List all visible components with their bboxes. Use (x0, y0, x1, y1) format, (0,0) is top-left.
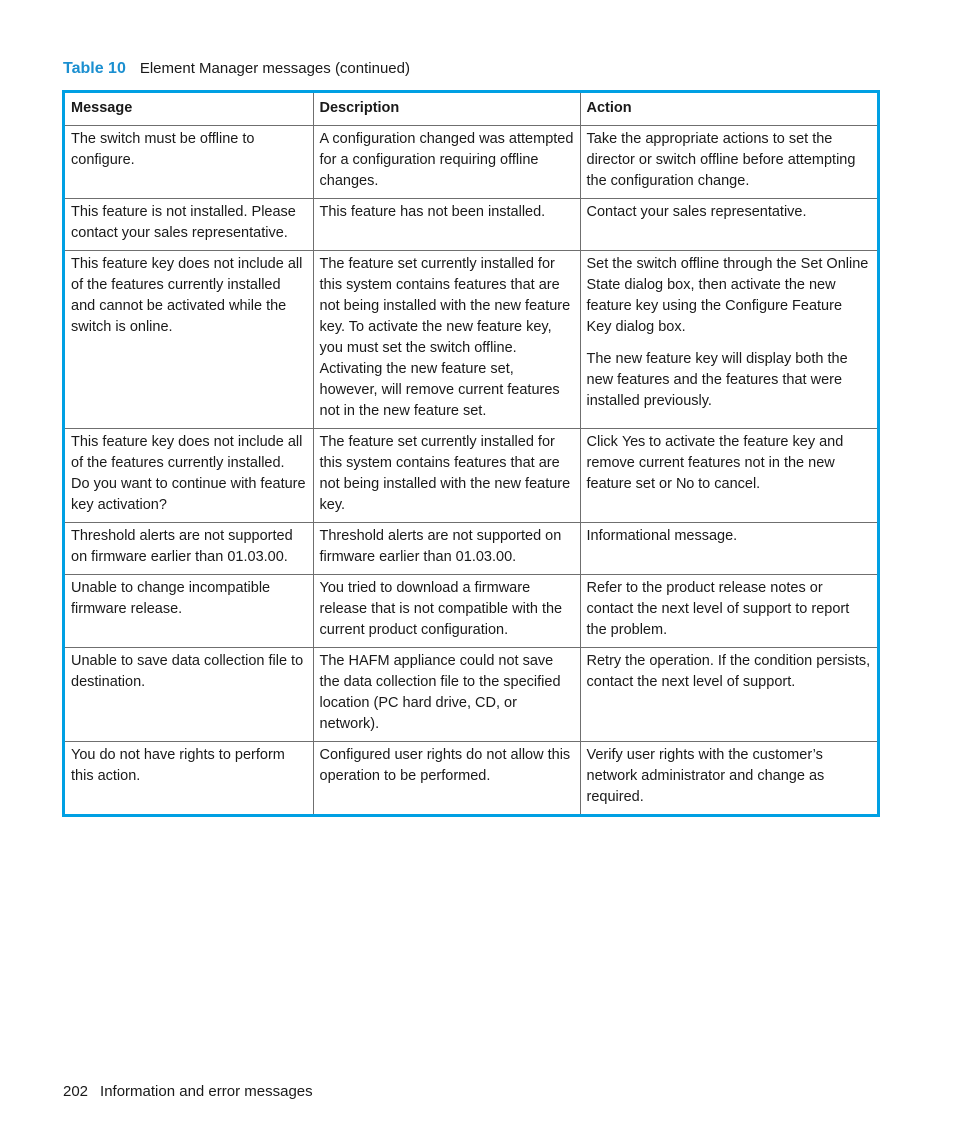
description-cell: Threshold alerts are not supported on firmware earlier than 01.03.00. (313, 523, 580, 575)
table-row (65, 429, 877, 523)
table-row (65, 648, 877, 742)
section-title: Information and error messages (100, 1083, 313, 1100)
table-title: Element Manager messages (continued) (139, 60, 410, 77)
description-cell: You tried to download a firmware release that is not compatible with the current product configuration. (313, 575, 580, 648)
no-keyword: No (675, 476, 695, 492)
description-cell: The feature set currently installed for this system contains features that are not being installed with the new feature key. (313, 429, 580, 523)
action-text: Retry the operation. If the condition persists, contact the next level of support. (586, 653, 871, 690)
table-row (65, 251, 877, 429)
action-text: Set the switch offline through the Set Online State dialog box, then activate the new feature key using the Configure Feature Key dialog box. (586, 256, 869, 335)
action-text: Verify user rights with the customer’s network administrator and change as required. (586, 747, 825, 805)
action-text: Take the appropriate actions to set the director or switch offline before attempting the configuration change. (586, 131, 856, 189)
table-header-row (65, 93, 877, 126)
table-row (65, 126, 877, 199)
page-footer (63, 1082, 313, 1102)
table-number: Table 10 (63, 60, 126, 77)
action-cell (580, 126, 877, 199)
messages-table-grid (65, 93, 877, 814)
message-cell: The switch must be offline to configure. (65, 126, 313, 199)
action-cell (580, 648, 877, 742)
description-cell: This feature has not been installed. (313, 199, 580, 251)
action-cell (580, 575, 877, 648)
action-cell (580, 429, 877, 523)
action-text: Informational message. (586, 528, 738, 544)
description-cell: Configured user rights do not allow this operation to be performed. (313, 742, 580, 815)
table-row (65, 199, 877, 251)
description-cell: A configuration changed was attempted for a configuration requiring offline changes. (313, 126, 580, 199)
action-text: Contact your sales representative. (586, 204, 807, 220)
messages-table (62, 90, 880, 817)
action-cell (580, 742, 877, 815)
action-cell (580, 199, 877, 251)
table-caption (63, 59, 410, 79)
message-cell: Unable to change incompatible firmware release. (65, 575, 313, 648)
action-text: Refer to the product release notes or contact the next level of support to report the problem. (586, 580, 850, 638)
description-cell: The feature set currently installed for this system contains features that are not being installed with the new feature key. To activate the new feature key, you must set the switch offline. Activating the new feature set, however, will remove current features not in the new feature set. (313, 251, 580, 429)
message-cell: This feature key does not include all of the features currently installed and cannot be activated while the switch is online. (65, 251, 313, 429)
action-text-part: Click (586, 434, 622, 450)
action-cell (580, 523, 877, 575)
action-text: The new feature key will display both the new features and the features that were installed previously. (586, 351, 848, 409)
message-cell: You do not have rights to perform this action. (65, 742, 313, 815)
description-cell: The HAFM appliance could not save the data collection file to the specified location (PC hard drive, CD, or network). (313, 648, 580, 742)
yes-keyword: Yes (621, 434, 646, 450)
message-cell: Unable to save data collection file to destination. (65, 648, 313, 742)
action-text (587, 432, 872, 495)
page-number: 202 (63, 1083, 89, 1100)
header-action: Action (580, 93, 877, 126)
table-row (65, 742, 877, 815)
table-row (65, 523, 877, 575)
action-text-part: to activate the feature key and remove current features not in the new feature set or (586, 434, 844, 492)
table-row (65, 575, 877, 648)
header-description: Description (313, 93, 580, 126)
action-cell (580, 251, 877, 429)
action-text-part: to cancel. (694, 476, 761, 492)
message-cell: Threshold alerts are not supported on firmware earlier than 01.03.00. (65, 523, 313, 575)
header-message: Message (65, 93, 313, 126)
message-cell: This feature is not installed. Please contact your sales representative. (65, 199, 313, 251)
message-cell: This feature key does not include all of the features currently installed. Do you want to continue with feature key activation? (65, 429, 313, 523)
